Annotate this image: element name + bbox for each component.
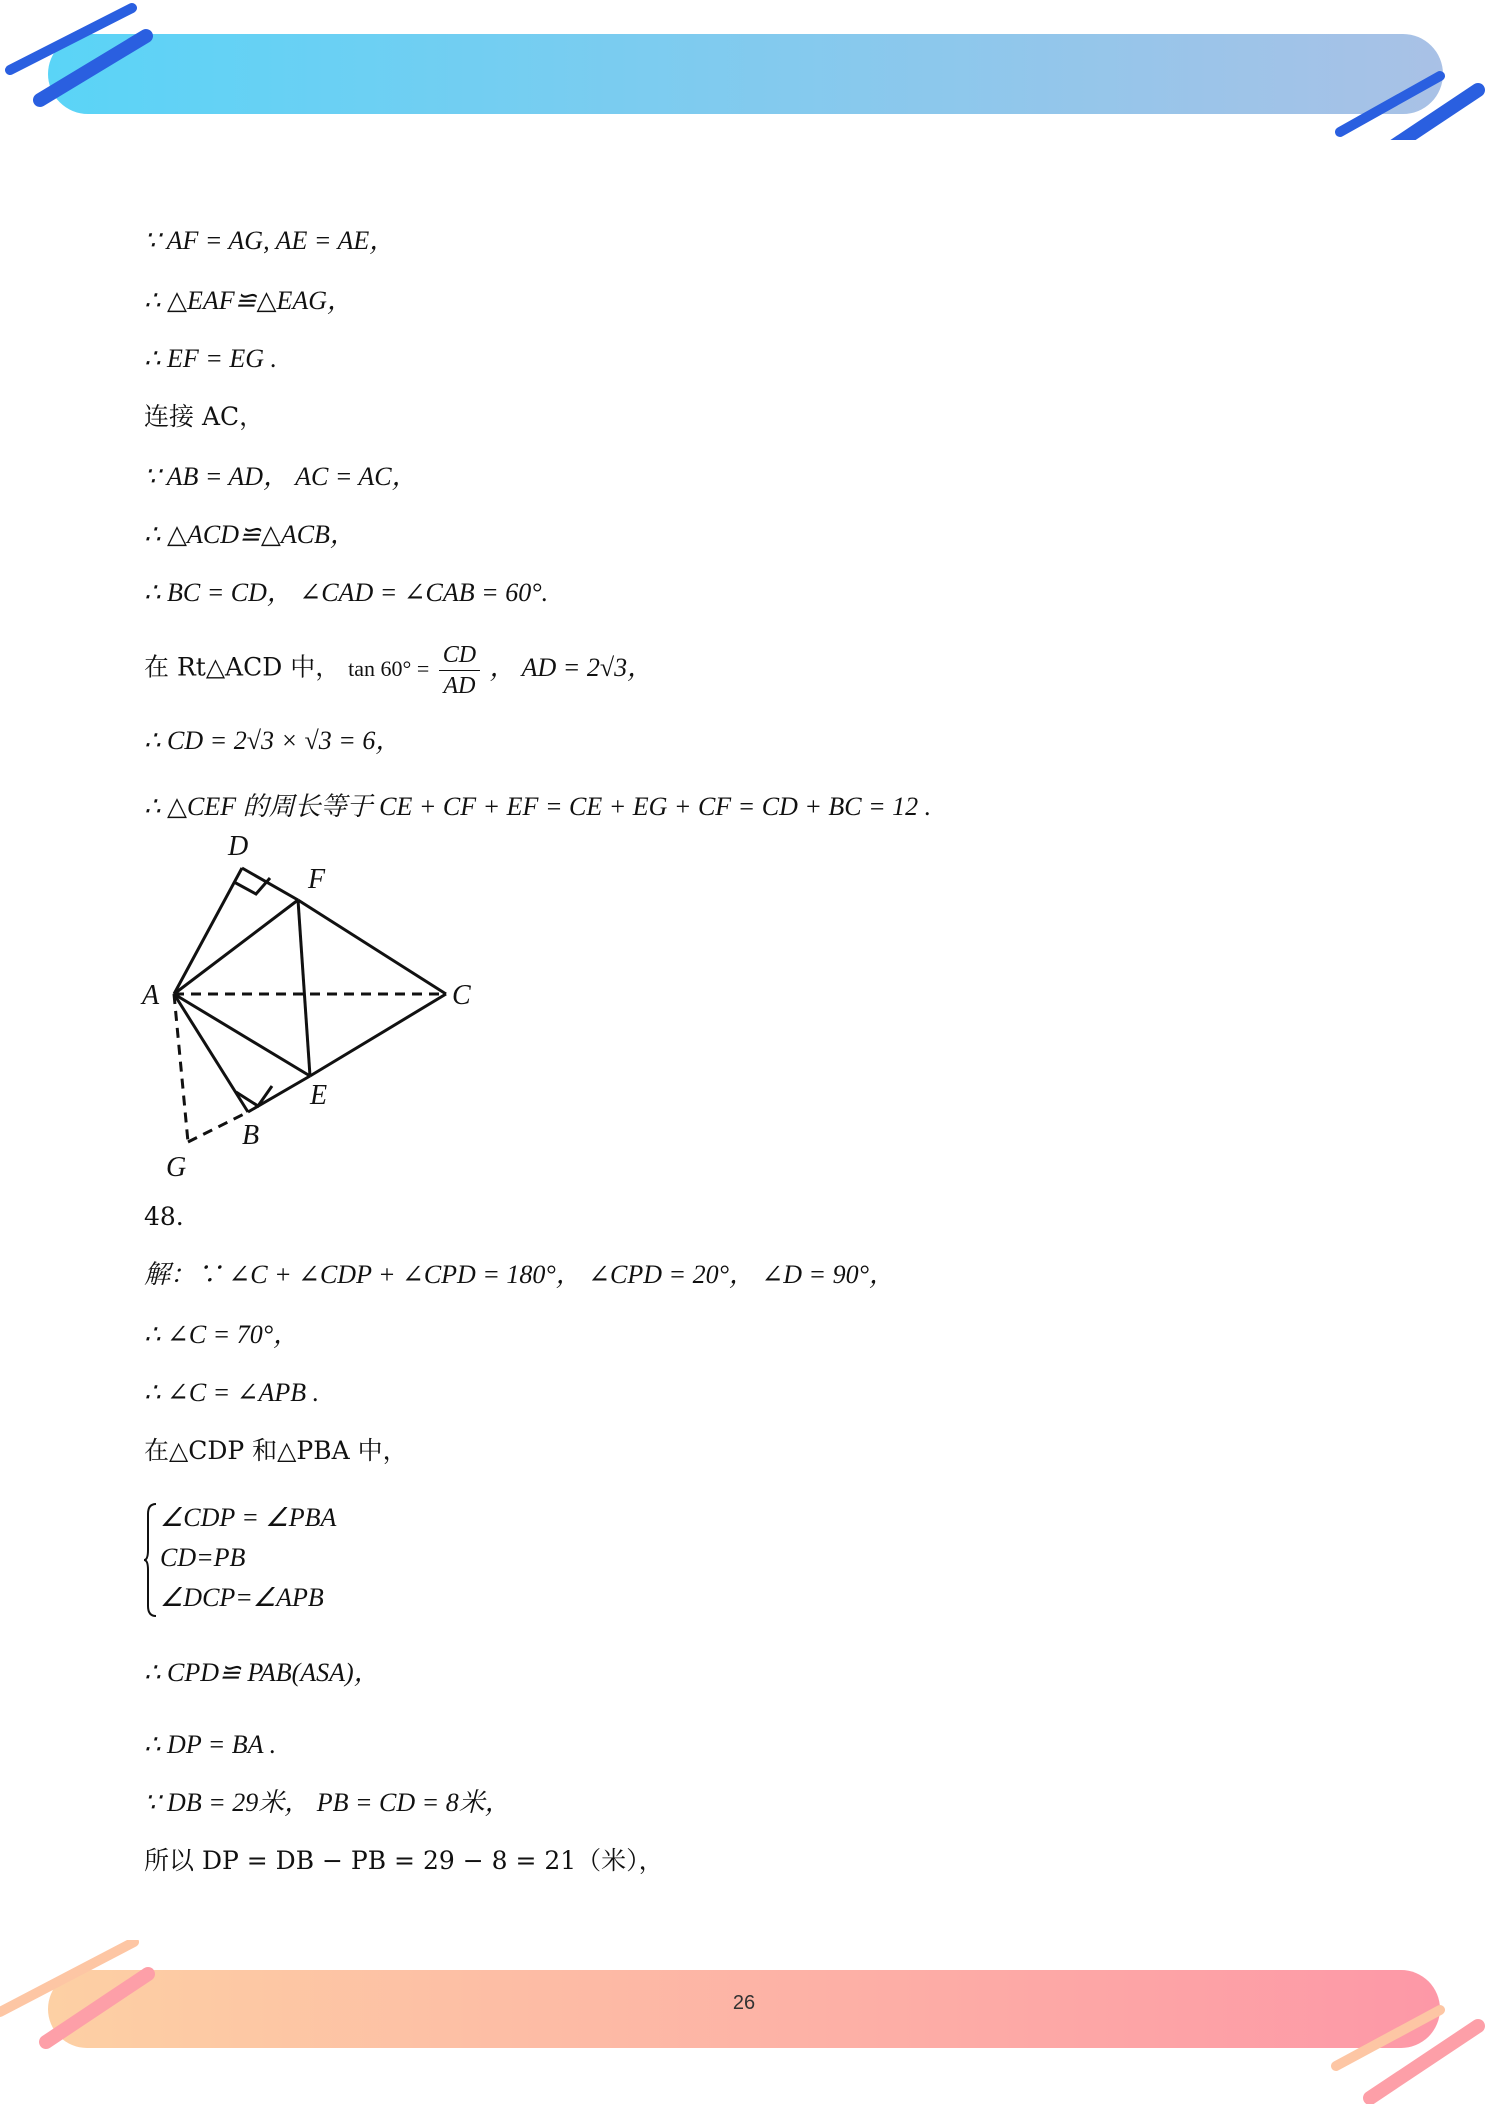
text-line-13: ∴ ∠C = 70°， [144, 1320, 300, 1349]
text-line-6: ∴ △ACD≌△ACB， [144, 520, 356, 549]
system-eq-1: ∠CDP = ∠PBA [160, 1503, 337, 1532]
text-line-7: ∴ BC = CD， ∠CAD = ∠CAB = 60°. [144, 578, 549, 607]
equation-system [144, 1498, 336, 1618]
header-decoration [0, 0, 1488, 140]
label-C: C [452, 980, 471, 1011]
page-number: 26 [732, 1992, 756, 2014]
tan-tail: ， AD = 2√3， [489, 652, 654, 682]
text-line-19: 所以 DP = DB − PB = 29 − 8 = 21（米）， [144, 1846, 664, 1875]
problem-number: 48. [144, 1202, 184, 1231]
text-line-4: 连接 AC， [144, 402, 265, 431]
text-line-3: ∴ EF = EG . [144, 344, 278, 373]
tan-expression: tan 60° = $\frac{CD}{AD}$ ， AD = 2√3， [348, 642, 654, 699]
footer-decoration [0, 1940, 1488, 2104]
text-line-9: ∴ CD = 2√3 × √3 = 6， [144, 726, 402, 755]
text-line-1: ∵ AF = AG, AE = AE， [144, 226, 396, 255]
fraction-denominator: AD [443, 673, 476, 699]
text-line-15: 在△CDP 和△PBA 中， [144, 1436, 408, 1465]
left-brace [144, 1502, 158, 1618]
text-line-12: 解：∵ ∠C + ∠CDP + ∠CPD = 180°， ∠CPD = 20°， ∠D = 90°， [144, 1260, 895, 1289]
text-line-tan [144, 640, 653, 701]
fraction-numerator: CD [439, 640, 480, 671]
label-B: B [242, 1120, 260, 1151]
tan-fraction [439, 640, 480, 701]
text-line-5: ∵ AB = AD， AC = AC， [144, 462, 418, 491]
geometry-figure [130, 830, 490, 1190]
text-line-17: ∴ DP = BA . [144, 1730, 277, 1759]
label-F: F [308, 864, 326, 895]
label-E: E [310, 1080, 328, 1111]
text-line-16: ∴ CPD≌ PAB(ASA)， [144, 1658, 380, 1687]
text-line-14: ∴ ∠C = ∠APB . [144, 1378, 320, 1407]
system-eq-2: CD=PB [160, 1543, 246, 1572]
label-D: D [228, 831, 249, 862]
text-line-2: ∴ △EAF≌△EAG， [144, 286, 354, 315]
tan-lead-text: 在 Rt△ACD 中， [144, 652, 341, 682]
system-eq-3: ∠DCP=∠APB [160, 1583, 324, 1612]
label-A: A [142, 980, 160, 1011]
text-line-10: ∴ △CEF 的周长等于 CE + CF + EF = CE + EG + CF = CD + BC = 12 . [144, 792, 932, 821]
label-G: G [166, 1152, 187, 1183]
text-line-18: ∵ DB = 29米， PB = CD = 8米， [144, 1788, 511, 1817]
